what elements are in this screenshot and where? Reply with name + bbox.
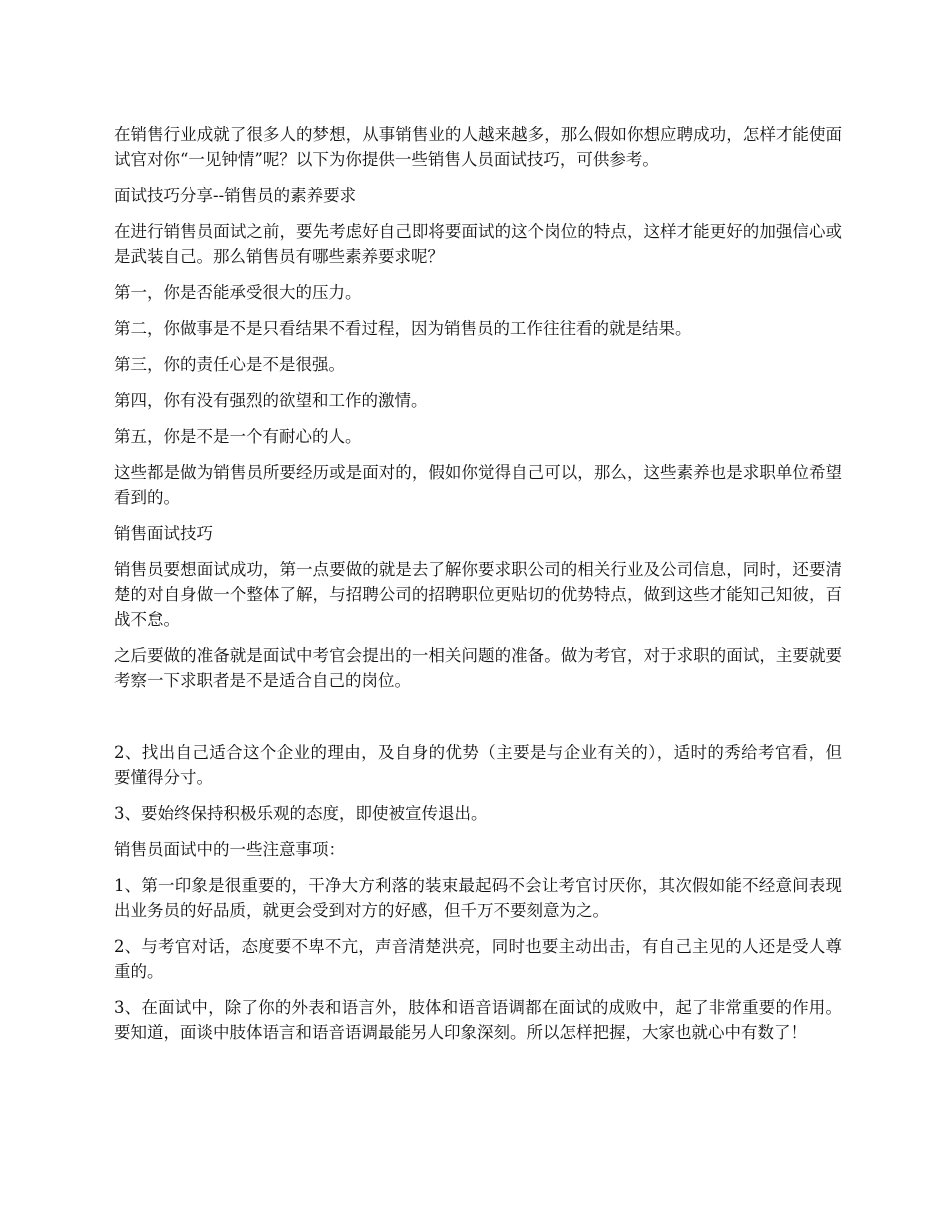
tips-paragraph-1: 销售员要想面试成功，第一点要做的就是去了解你要求职公司的相关行业及公司信息，同时，还要清楚的对自身做一个整体了解，与招聘公司的招聘职位更贴切的优势特点，做到这些才能知己知彼，百战不怠。: [114, 560, 842, 629]
note-item-1: 1、第一印象是很重要的，干净大方利落的装束最起码不会让考官讨厌你，其次假如能不经意间表现出业务员的好品质，就更会受到对方的好感，但千万不要刻意为之。: [114, 876, 842, 920]
section-heading-notes: 销售员面试中的一些注意事项：: [114, 840, 345, 859]
note-item-2: 2、与考官对话，态度要不卑不亢，声音清楚洪亮，同时也要主动出击，有自己主见的人还是受人尊重的。: [114, 937, 842, 981]
quality-item-3: 第三，你的责任心是不是很强。: [114, 355, 345, 374]
qualities-intro-paragraph: 在进行销售员面试之前，要先考虑好自己即将要面试的这个岗位的特点，这样才能更好的加强信心或是武装自己。那么销售员有哪些素养要求呢？: [114, 222, 842, 266]
note-item-3: 3、在面试中，除了你的外表和语言外，肢体和语音语调都在面试的成败中，起了非常重要的作用。要知道，面谈中肢体语言和语音语调最能另人印象深刻。所以怎样把握，大家也就心中有数了！: [114, 998, 842, 1042]
tip-item-3: 3、要始终保持积极乐观的态度，即使被宣传退出。: [114, 804, 488, 823]
quality-item-2: 第二，你做事是不是只看结果不看过程，因为销售员的工作往往看的就是结果。: [114, 319, 692, 338]
quality-item-4: 第四，你有没有强烈的欲望和工作的激情。: [114, 391, 428, 410]
tips-paragraph-2: 之后要做的准备就是面试中考官会提出的一相关问题的准备。做为考官，对于求职的面试，主要就要考察一下求职者是不是适合自己的岗位。: [114, 646, 842, 690]
blank-gap: [114, 704, 842, 740]
quality-item-5: 第五，你是不是一个有耐心的人。: [114, 427, 362, 446]
tip-item-2: 2、找出自己适合这个企业的理由，及自身的优势（主要是与企业有关的），适时的秀给考官看，但要懂得分寸。: [114, 743, 842, 787]
section-heading-tips: 销售面试技巧: [114, 524, 213, 543]
quality-item-1: 第一，你是否能承受很大的压力。: [114, 283, 362, 302]
qualities-summary-paragraph: 这些都是做为销售员所要经历或是面对的，假如你觉得自己可以，那么，这些素养也是求职单位希望看到的。: [114, 463, 842, 507]
intro-paragraph: 在销售行业成就了很多人的梦想，从事销售业的人越来越多，那么假如你想应聘成功，怎样才能使面试官对你“一见钟情”呢？以下为你提供一些销售人员面试技巧，可供参考。: [114, 125, 842, 169]
section-heading-qualities: 面试技巧分享--销售员的素养要求: [114, 186, 357, 205]
